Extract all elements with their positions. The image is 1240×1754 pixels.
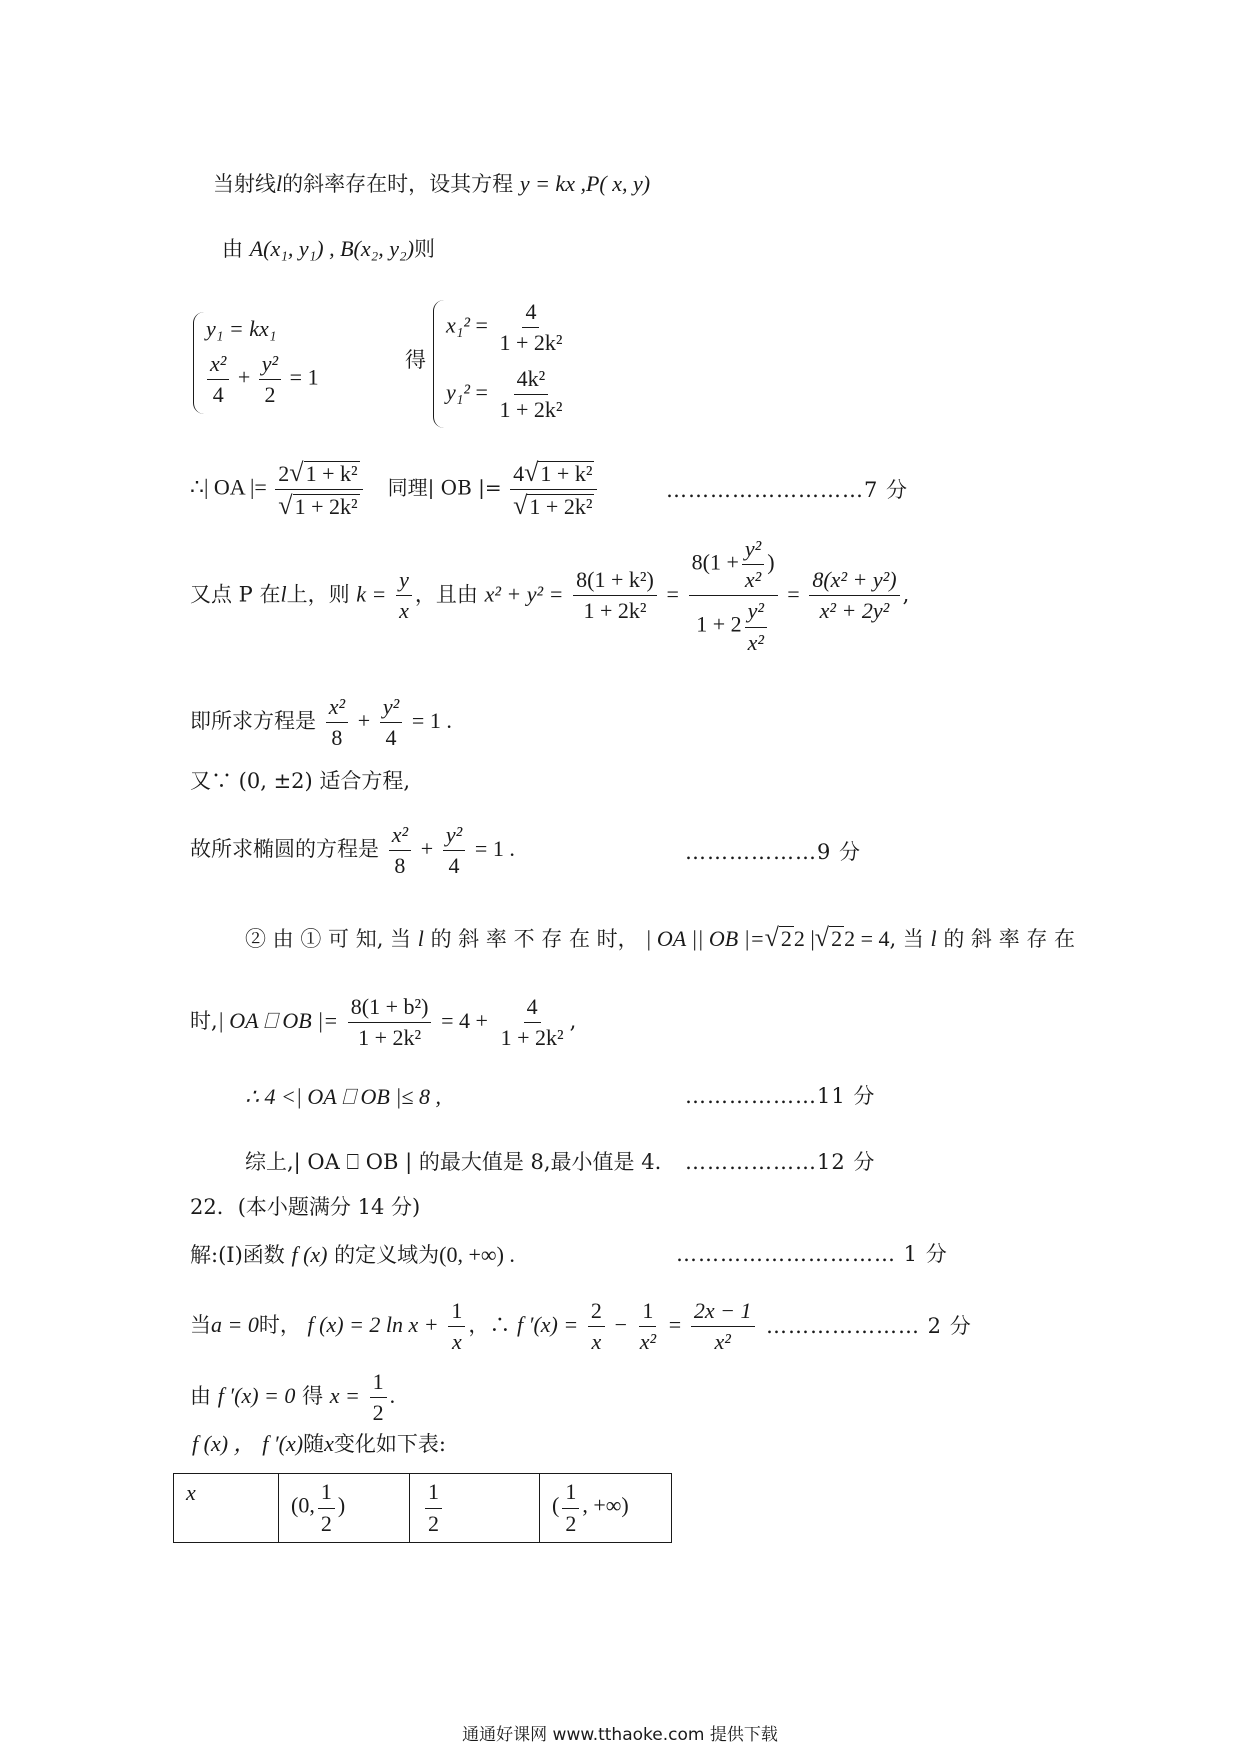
de-label: 得 [405,348,426,372]
score-12: ………………12 分 [685,1150,876,1174]
question-22-heading: 22．(本小题满分 14 分) [190,1195,421,1219]
equation-oa-ob: ∴| OA |= 2 √ 1 + k² √ 1 + 2k² 同理| OB |= 4 √ 1 + k² √ 1 + 2k² [190,460,600,519]
score-1: ………………………… 1 分 [676,1242,948,1266]
text-line-because: 又∵ (0, ±2) 适合方程, [190,769,411,793]
text-line-case-2-cont: 时,| OA ⎕ OB |= $\frac{\text{8(1 + b²)}}{\text{1 + 2k²}}$ = 4 + $\frac{4}{\text{1 + 2k²}}$ , [190,994,577,1051]
text-line-equation-1: 即所求方程是 $\frac{\text{x²}}{8}$ + $\frac{\text{y²}}{4}$ = 1 . [190,694,452,751]
equation-system-2-line-2: y₁² = $\frac{\text{4k²}}{\text{1 + 2k²}}$ [446,366,563,423]
text-line-point-p: 又点 P 在l上，则 k = $\frac{y}{x}$ ，且由 x² + y² = $\frac{\text{8(1 + k²)}}{\text{1 + 2k²}}$ = 8(1 + $\frac{\text{y²}}{\text{x²}}$ ) 1 + 2 $\frac{\text{y²}}{\text{x²}}$ = $\frac{\text{8(x² + y²)}}{\text{x² + 2y²}}$ , [190,536,910,655]
equation-system-1-line-2: $\frac{\text{x²}}{4}$ + $\frac{\text{y²}}{2}$ = 1 [204,352,319,407]
table-cell-interval-left: (0, $\frac{1}{2}$ ) [279,1474,410,1543]
text-line-ray-slope: 当射线l的斜率存在时，设其方程 y = kx ,P( x, y) [213,171,651,196]
table-row [174,1474,672,1543]
text-line-derivative: 当a = 0时， f (x) = 2 ln x + $\frac{1}{x}$ ，∴ f ′(x) = $\frac{2}{x}$ − $\frac{1}{\text{x²}}$ = $\frac{2x - 1}{\text{x²}}$ [190,1299,758,1354]
score-2: ………………… 2 分 [766,1314,972,1338]
score-7: ………………………7 分 [666,478,909,502]
left-brace [193,312,204,414]
left-brace [433,300,444,428]
equation-system-2-line-1: x₁² = $\frac{4}{\text{1 + 2k²}}$ [446,299,563,356]
table-cell-critical: $\frac{1}{2}$ [410,1474,540,1543]
text-line-table-intro: f (x) ， f ′(x)随x变化如下表: [192,1431,446,1456]
text-line-summary: 综上,| OA ⎕ OB | 的最大值是 8,最小值是 4. [245,1150,662,1174]
table-cell-x: x [174,1474,279,1543]
variation-table [173,1473,672,1543]
table-cell-interval-right: ( $\frac{1}{2}$ , +∞) [540,1474,672,1543]
score-9: ………………9 分 [685,840,862,864]
text-line-critical-point: 由 f ′(x) = 0 得 x = $\frac{1}{2}$ . [190,1369,396,1426]
text-line-points-ab: 由 A(x₁, y₁) , B(x₂, y₂)则 [222,236,436,261]
footer-source: 通通好课网 www.tthaoke.com 提供下载 [462,1725,778,1745]
text-line-inequality: ∴ 4 <| OA ⎕ OB |≤ 8 , [245,1084,441,1109]
text-line-case-2: ② 由 ① 可 知, 当 l 的 斜 率 不 存 在 时， | OA || OB |= √ 2 2 | √ 2 2 = 4, 当 l 的 斜 率 存 在 [245,923,1076,952]
text-line-equation-2: 故所求椭圆的方程是 $\frac{\text{x²}}{8}$ + $\frac{\text{y²}}{4}$ = 1 . [190,822,515,879]
equation-system-1-line-1: y₁ = kx₁ [206,316,277,341]
text-line-domain: 解:(Ⅰ)函数 f (x) 的定义域为(0, +∞) . [190,1242,515,1267]
score-11: ………………11 分 [685,1084,876,1108]
